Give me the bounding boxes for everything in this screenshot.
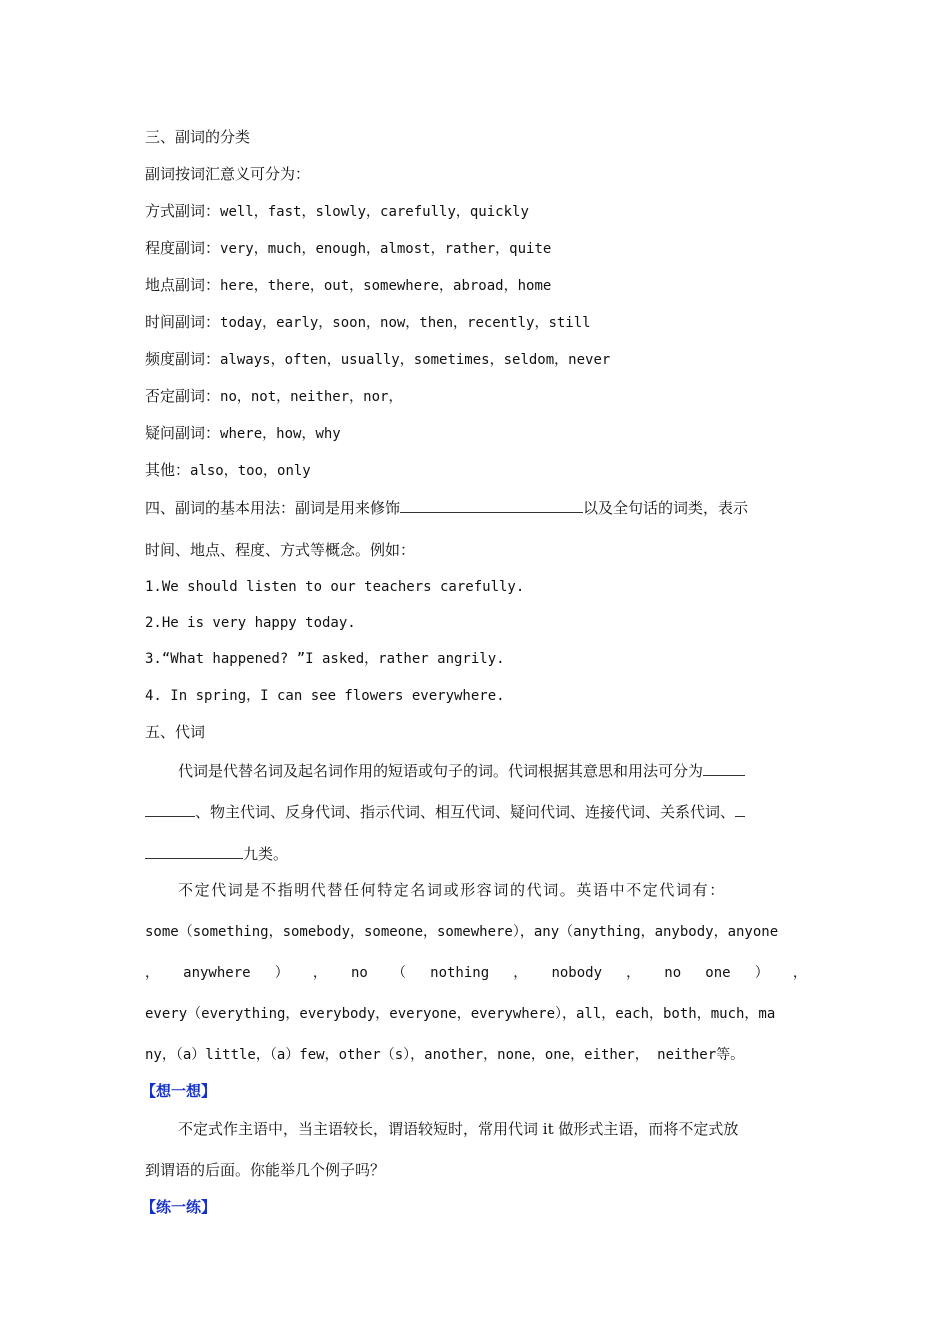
indefinite-para-line-5: ny，（a）little，（a）few，other（s），another，none，one，either， neither等。 bbox=[145, 1047, 745, 1063]
fill-blank bbox=[145, 801, 195, 817]
indefinite-para-line-1: 不定代词是不指明代替任何特定名词或形容词的代词。英语中不定代词有： bbox=[178, 881, 726, 899]
example-sentence: 4. In spring，I can see flowers everywhere. bbox=[145, 688, 505, 704]
adverb-type-line: 频度副词：always，often，usually，sometimes，seldom，never bbox=[145, 350, 611, 368]
example-sentence: 1.We should listen to our teachers carefully. bbox=[145, 579, 525, 595]
section-4-line-1: 四、副词的基本用法：副词是用来修饰 以及全句话的词类，表示 bbox=[145, 499, 749, 517]
adverb-type-line: 其他：also，too，only bbox=[145, 461, 311, 479]
think-line-1: 不定式作主语中，当主语较长，谓语较短时，常用代词 it 做形式主语，而将不定式放 bbox=[178, 1120, 739, 1138]
practice-heading: 【练一练】 bbox=[141, 1198, 217, 1216]
indefinite-para-line-3: ， anywhere ） ， no （ nothing ， nobody ， no one ） ， bbox=[145, 965, 807, 981]
adverb-type-line: 否定副词：no，not，neither，nor， bbox=[145, 387, 403, 405]
pronoun-para-line-2: 、物主代词、反身代词、指示代词、相互代词、疑问代词、连接代词、关系代词、 bbox=[145, 801, 745, 822]
indefinite-para-line-2: some（something，somebody，someone，somewhere），any（anything，anybody，anyone bbox=[145, 924, 779, 940]
adverb-type-line: 方式副词：well，fast，slowly，carefully，quickly bbox=[145, 202, 529, 220]
adverb-type-line: 时间副词：today，early，soon，now，then，recently，still bbox=[145, 313, 591, 331]
section-3-title: 三、副词的分类 bbox=[145, 128, 251, 146]
fill-blank bbox=[703, 760, 745, 776]
fill-blank bbox=[400, 497, 583, 513]
fill-blank bbox=[145, 843, 243, 859]
think-heading: 【想一想】 bbox=[141, 1082, 217, 1100]
section-5-title: 五、代词 bbox=[145, 723, 206, 741]
example-sentence: 2.He is very happy today. bbox=[145, 615, 356, 631]
adverb-type-line: 地点副词：here，there，out，somewhere，abroad，home bbox=[145, 276, 552, 294]
adverb-type-line: 程度副词：very，much，enough，almost，rather，quite bbox=[145, 239, 552, 257]
example-sentence: 3.“What happened? ”I asked，rather angrily. bbox=[145, 651, 505, 667]
fill-blank bbox=[735, 801, 745, 817]
pronoun-para-line-1: 代词是代替名词及起名词作用的短语或句子的词。代词根据其意思和用法可分为 bbox=[178, 760, 745, 781]
think-line-2: 到谓语的后面。你能举几个例子吗？ bbox=[145, 1161, 386, 1179]
section-4-line-2: 时间、地点、程度、方式等概念。例如： bbox=[145, 541, 416, 559]
indefinite-para-line-4: every（everything，everybody，everyone，everywhere），all，each，both，much，ma bbox=[145, 1006, 776, 1022]
section-3-intro: 副词按词汇意义可分为： bbox=[145, 165, 311, 183]
pronoun-para-line-3: 九类。 bbox=[145, 843, 288, 864]
adverb-type-line: 疑问副词：where，how，why bbox=[145, 424, 341, 442]
